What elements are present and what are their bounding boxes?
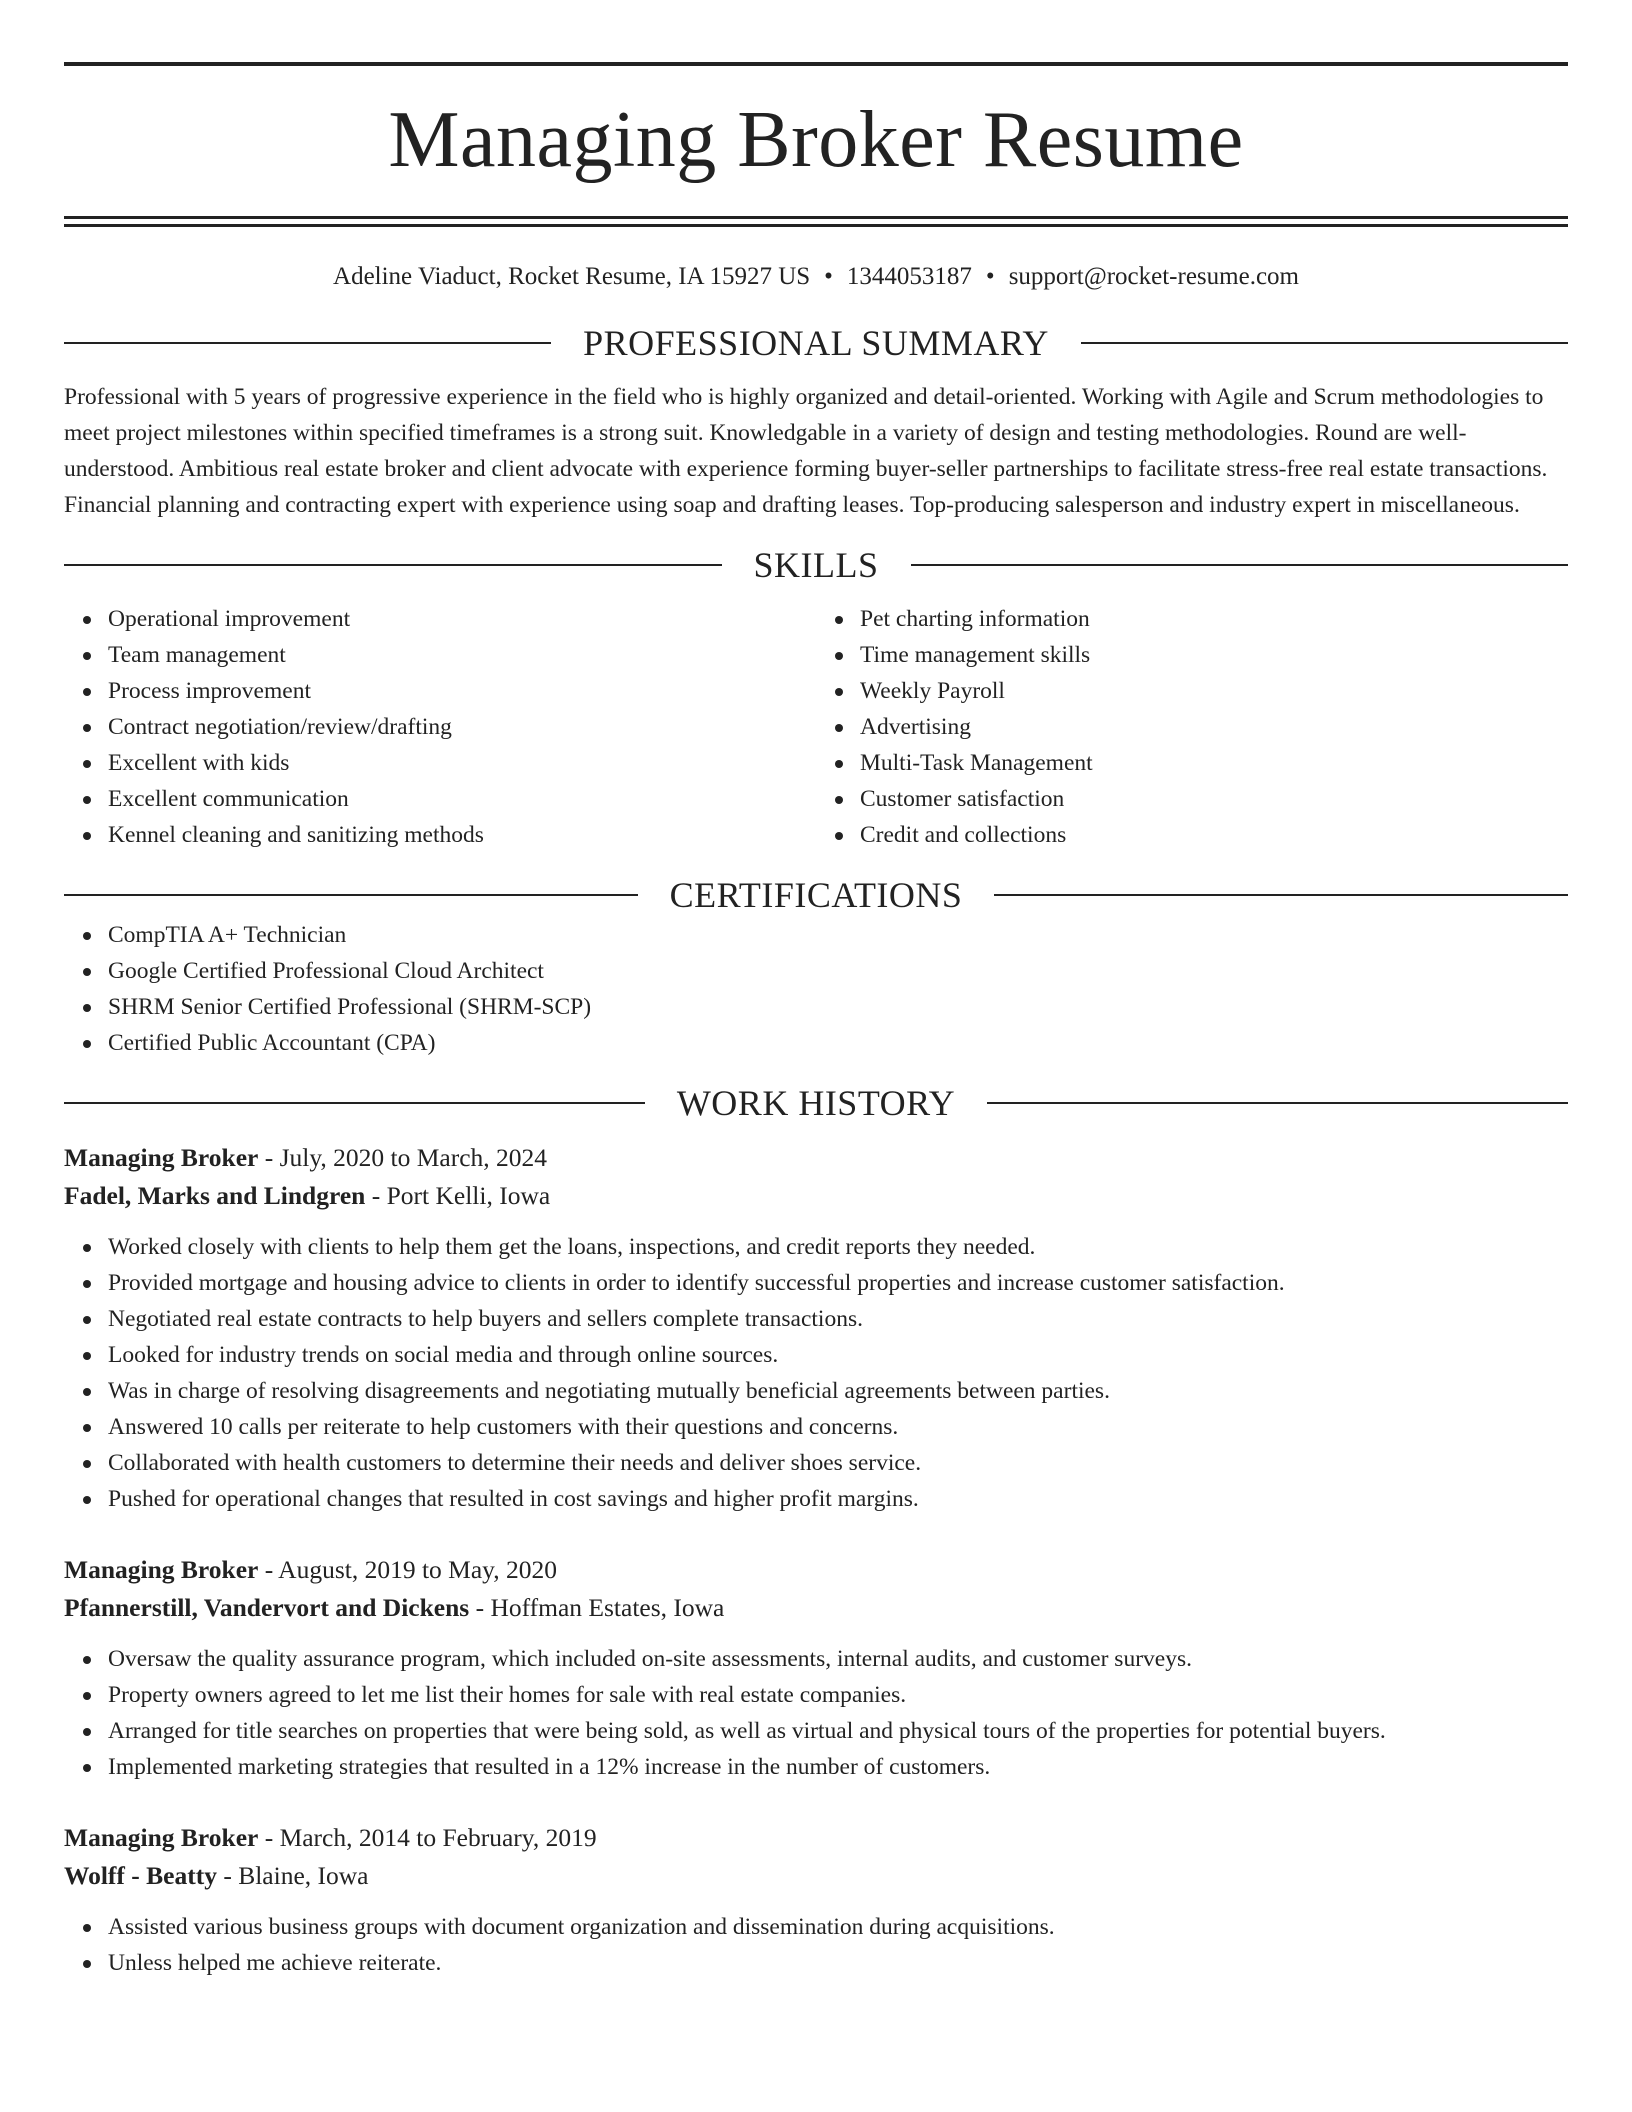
contact-separator: • bbox=[985, 263, 995, 290]
skill-item: Credit and collections bbox=[860, 817, 1568, 853]
job-title-line bbox=[64, 1551, 1568, 1589]
skill-item: Excellent communication bbox=[108, 781, 816, 817]
skill-item: Advertising bbox=[860, 709, 1568, 745]
section-heading-certifications bbox=[64, 873, 1568, 917]
heading-rule-left bbox=[64, 564, 722, 566]
certifications-list bbox=[64, 917, 1568, 1061]
section-heading-skills bbox=[64, 543, 1568, 587]
job-dates: - July, 2020 to March, 2024 bbox=[258, 1143, 548, 1172]
heading-rule-right bbox=[994, 894, 1568, 896]
skill-item: Process improvement bbox=[108, 673, 816, 709]
job-duty-item: Unless helped me achieve reiterate. bbox=[108, 1945, 1568, 1981]
job-title: Managing Broker bbox=[64, 1555, 259, 1584]
job-location: - Blaine, Iowa bbox=[216, 1861, 369, 1890]
summary-text: Professional with 5 years of progressive experience in the field who is highly organized and detail-oriented. Working with Agile and Scrum methodologies to meet project milestones within specified timeframes is a strong suit. Knowledgable in a variety of design and testing methodologies. Round are well-understood. Ambitious real estate broker and client advocate with experience forming buyer-seller partnerships to facilitate stress-free real estate transactions. Financial planning and contracting expert with experience using soap and drafting leases. Top-producing salesperson and industry expert in miscellaneous. bbox=[64, 384, 1548, 518]
job-company: Wolff - Beatty bbox=[64, 1861, 217, 1890]
skill-item: Pet charting information bbox=[860, 601, 1568, 637]
top-rule bbox=[64, 62, 1568, 66]
job-duty-item: Answered 10 calls per reiterate to help customers with their questions and concerns. bbox=[108, 1409, 1568, 1445]
job-duty-item: Assisted various business groups with document organization and dissemination during acquisitions. bbox=[108, 1909, 1568, 1945]
job-title-line bbox=[64, 1819, 1568, 1857]
heading-rule-right bbox=[987, 1102, 1568, 1104]
certification-item: CompTIA A+ Technician bbox=[108, 917, 1568, 953]
job-company: Fadel, Marks and Lindgren bbox=[64, 1181, 366, 1210]
job-company: Pfannerstill, Vandervort and Dickens bbox=[64, 1593, 470, 1622]
resume-title: Managing Broker Resume bbox=[388, 96, 1244, 184]
heading-rule-right bbox=[911, 564, 1569, 566]
skill-item: Customer satisfaction bbox=[860, 781, 1568, 817]
contact-address: Adeline Viaduct, Rocket Resume, IA 15927 US bbox=[333, 263, 811, 290]
job-location: - Hoffman Estates, Iowa bbox=[469, 1593, 725, 1622]
skills-columns bbox=[64, 601, 1568, 853]
section-title: CERTIFICATIONS bbox=[669, 875, 963, 915]
job-title: Managing Broker bbox=[64, 1143, 259, 1172]
certification-item: Certified Public Accountant (CPA) bbox=[108, 1025, 1568, 1061]
skills-list-left bbox=[64, 601, 816, 853]
section-heading-summary bbox=[64, 321, 1568, 365]
skill-item: Operational improvement bbox=[108, 601, 816, 637]
job-entry bbox=[64, 1139, 1568, 1517]
job-duty-item: Was in charge of resolving disagreements and negotiating mutually beneficial agreements between parties. bbox=[108, 1373, 1568, 1409]
job-entry bbox=[64, 1819, 1568, 1981]
job-duties-list bbox=[64, 1909, 1568, 1981]
job-duties-list bbox=[64, 1229, 1568, 1517]
skill-item: Weekly Payroll bbox=[860, 673, 1568, 709]
job-title: Managing Broker bbox=[64, 1823, 259, 1852]
job-duty-item: Provided mortgage and housing advice to clients in order to identify successful properties and increase customer satisfaction. bbox=[108, 1265, 1568, 1301]
resume-content bbox=[64, 62, 1568, 1981]
heading-rule-left bbox=[64, 894, 638, 896]
contact-separator: • bbox=[824, 263, 833, 290]
job-duty-item: Property owners agreed to let me list their homes for sale with real estate companies. bbox=[108, 1677, 1568, 1713]
job-duty-item: Looked for industry trends on social media and through online sources. bbox=[108, 1337, 1568, 1373]
title-double-rule bbox=[64, 216, 1568, 227]
job-duties-list bbox=[64, 1641, 1568, 1785]
skill-item: Contract negotiation/review/drafting bbox=[108, 709, 816, 745]
job-duty-item: Negotiated real estate contracts to help buyers and sellers complete transactions. bbox=[108, 1301, 1568, 1337]
job-company-line bbox=[64, 1177, 1568, 1215]
skill-item: Multi-Task Management bbox=[860, 745, 1568, 781]
heading-rule-right bbox=[1081, 342, 1568, 344]
skills-list-right bbox=[816, 601, 1568, 853]
contact-line bbox=[64, 261, 1568, 293]
section-title: PROFESSIONAL SUMMARY bbox=[583, 323, 1049, 363]
certification-item: Google Certified Professional Cloud Architect bbox=[108, 953, 1568, 989]
job-entry bbox=[64, 1551, 1568, 1785]
job-duty-item: Pushed for operational changes that resulted in cost savings and higher profit margins. bbox=[108, 1481, 1568, 1517]
section-title: WORK HISTORY bbox=[676, 1083, 956, 1123]
skill-item: Team management bbox=[108, 637, 816, 673]
job-duty-item: Collaborated with health customers to determine their needs and deliver shoes service. bbox=[108, 1445, 1568, 1481]
section-heading-work-history bbox=[64, 1081, 1568, 1125]
contact-email: support@rocket-resume.com bbox=[1008, 263, 1299, 290]
section-title: SKILLS bbox=[753, 545, 879, 585]
heading-rule-left bbox=[64, 1102, 645, 1104]
job-duty-item: Worked closely with clients to help them get the loans, inspections, and credit reports they needed. bbox=[108, 1229, 1568, 1265]
certification-item: SHRM Senior Certified Professional (SHRM-SCP) bbox=[108, 989, 1568, 1025]
job-dates: - August, 2019 to May, 2020 bbox=[258, 1555, 558, 1584]
job-duty-item: Arranged for title searches on properties that were being sold, as well as virtual and physical tours of the properties for potential buyers. bbox=[108, 1713, 1568, 1749]
contact-phone: 1344053187 bbox=[846, 263, 972, 290]
job-company-line bbox=[64, 1589, 1568, 1627]
job-location: - Port Kelli, Iowa bbox=[365, 1181, 551, 1210]
skill-item: Excellent with kids bbox=[108, 745, 816, 781]
job-dates: - March, 2014 to February, 2019 bbox=[258, 1823, 597, 1852]
skill-item: Time management skills bbox=[860, 637, 1568, 673]
skill-item: Kennel cleaning and sanitizing methods bbox=[108, 817, 816, 853]
heading-rule-left bbox=[64, 342, 551, 344]
job-title-line bbox=[64, 1139, 1568, 1177]
job-company-line bbox=[64, 1857, 1568, 1895]
job-duty-item: Oversaw the quality assurance program, which included on-site assessments, internal audits, and customer surveys. bbox=[108, 1641, 1568, 1677]
job-duty-item: Implemented marketing strategies that resulted in a 12% increase in the number of customers. bbox=[108, 1749, 1568, 1785]
